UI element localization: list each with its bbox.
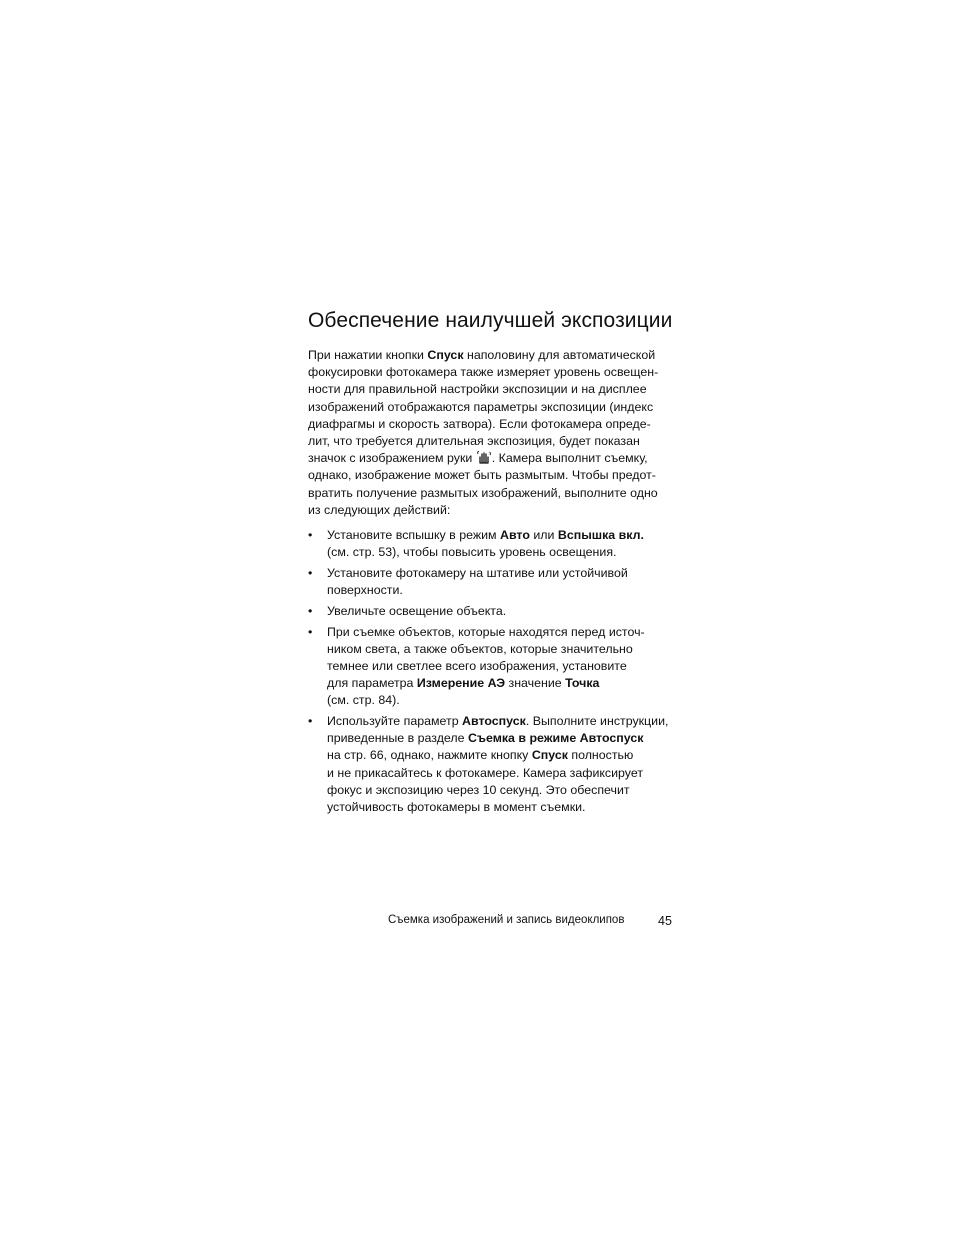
list-item-line [327, 527, 688, 544]
footer-section-title: Съемка изображений и запись видеоклипов [388, 914, 625, 926]
list-item-line [327, 730, 688, 747]
list-item-line: фокус и экспозицию через 10 секунд. Это обеспечит [327, 782, 630, 797]
list-item [308, 713, 688, 816]
intro-line: вратить получение размытых изображений, выполните одно [308, 485, 658, 500]
intro-line: ности для правильной настройки экспозиции и на дисплее [308, 382, 647, 397]
list-item-line: устойчивость фотокамеры в момент съемки. [327, 800, 586, 815]
flash-on-term: Вспышка вкл. [557, 528, 644, 542]
list-item [308, 527, 688, 561]
bullet: • [308, 714, 313, 729]
list-item-line: Увеличьте освещение объекта. [327, 603, 507, 618]
intro-line: лит, что требуется длительная экспозиция, будет показан [308, 434, 640, 449]
list-item-line [327, 747, 688, 764]
list-item [308, 624, 688, 710]
text: приведенные в разделе [327, 731, 468, 746]
text: или [529, 528, 558, 542]
intro-line: однако, изображение может быть размытым. Чтобы предот- [308, 468, 656, 483]
list-item-line: и не прикасайтесь к фотокамере. Камера зафиксирует [327, 765, 644, 780]
shutter-button-term: Спуск [427, 348, 464, 362]
intro-line [308, 450, 688, 467]
auto-mode-term: Авто [500, 528, 530, 542]
intro-line: из следующих действий: [308, 502, 451, 517]
list-item-line: (см. стр. 53), чтобы повысить уровень освещения. [327, 545, 617, 560]
text: . Выполните инструкции, [525, 714, 669, 729]
list-item-line [327, 675, 688, 692]
list-item-line: При съемке объектов, которые находятся перед источ- [327, 624, 645, 639]
text: значок с изображением руки [308, 451, 473, 466]
list-item-line: поверхности. [327, 583, 403, 598]
text: При нажатии кнопки [308, 348, 428, 362]
intro-line [308, 347, 688, 364]
list-item-line [327, 713, 688, 730]
metering-term: Измерение АЭ [416, 676, 506, 691]
self-timer-term: Автоспуск [462, 714, 526, 729]
intro-line: изображений отображаются параметры экспозиции (индекс [308, 399, 654, 414]
shutter-button-term: Спуск [531, 748, 568, 763]
bullet: • [308, 603, 313, 618]
intro-line: фокусировки фотокамера также измеряет уровень освещен- [308, 365, 659, 380]
text: для параметра [327, 676, 417, 691]
page-title: Обеспечение наилучшей экспозиции [308, 309, 673, 332]
page-number: 45 [658, 914, 672, 928]
spot-term: Точка [565, 676, 600, 691]
intro-line: диафрагмы и скорость затвора). Если фотокамера опреде- [308, 416, 651, 431]
intro-paragraph [308, 347, 688, 519]
bullet: • [308, 624, 313, 639]
bullet: • [308, 528, 313, 542]
list-item-line: Установите фотокамеру на штативе или устойчивой [327, 565, 628, 580]
page-footer [388, 914, 678, 926]
text: значение [505, 676, 566, 691]
list-item [308, 565, 688, 599]
bullet: • [308, 565, 313, 580]
list-item-line: (см. стр. 84). [327, 693, 400, 708]
self-timer-section-term: Съемка в режиме Автоспуск [467, 731, 644, 746]
tips-list [308, 527, 688, 820]
list-item-line: ником света, а также объектов, которые значительно [327, 641, 633, 656]
list-item [308, 603, 688, 620]
text: Используйте параметр [327, 714, 463, 729]
text: Установите вспышку в режим [327, 528, 501, 542]
text: полностью [567, 748, 634, 763]
list-item-line: темнее или светлее всего изображения, установите [327, 658, 627, 673]
text: . Камера выполнит съемку, [491, 451, 648, 466]
hand-shake-icon [477, 451, 491, 464]
text: наполовину для автоматической [463, 348, 656, 362]
text: на стр. 66, однако, нажмите кнопку [327, 748, 532, 763]
